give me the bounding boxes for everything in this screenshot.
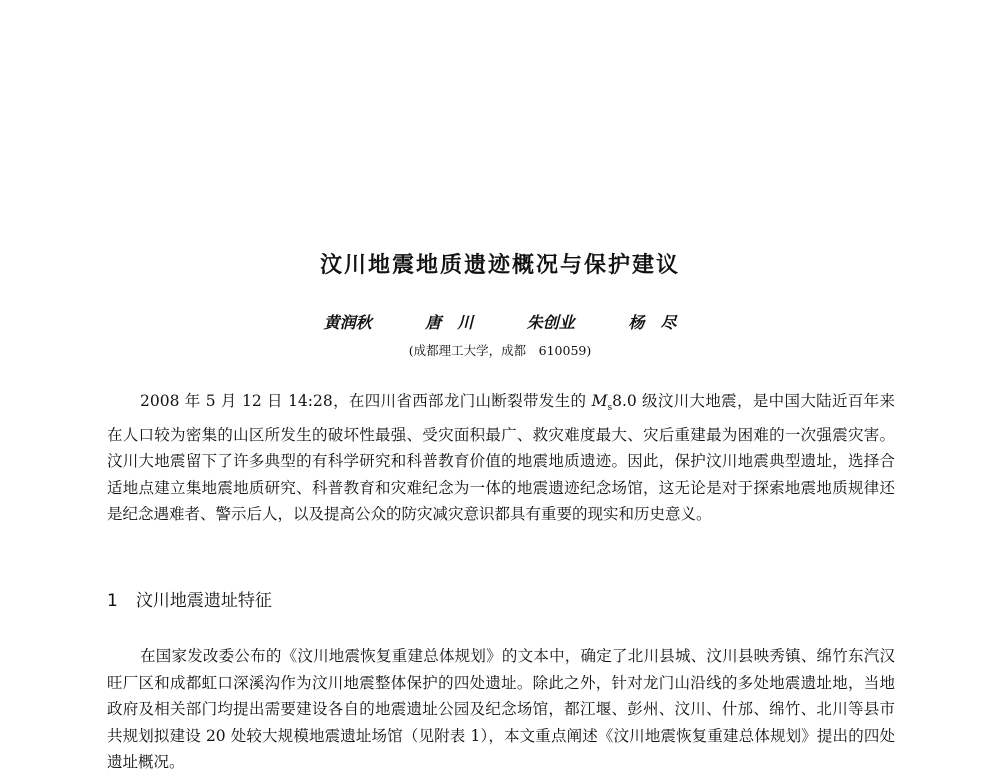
magnitude-symbol: M	[591, 392, 608, 410]
magnitude-subscript: s	[607, 403, 613, 414]
author-name: 朱创业	[526, 313, 575, 332]
intro-paragraph	[107, 388, 895, 528]
paper-title: 汶川地震地质遗迹概况与保护建议	[319, 253, 680, 278]
section-title: 汶川地震遗址特征	[135, 591, 272, 611]
intro-text-before: 2008 年 5 月 12 日 14:28，在四川省西部龙门山断裂带发生的	[140, 392, 592, 410]
author-list	[0, 310, 1000, 333]
author-name: 唐 川	[425, 313, 474, 332]
section-number: 1	[107, 591, 118, 611]
section-paragraph: 在国家发改委公布的《汶川地震恢复重建总体规划》的文本中，确定了北川县城、汶川县映秀镇、绵竹东汽汉旺厂区和成都虹口深溪沟作为汶川地震整体保护的四处遗址。除此之外，针对龙门山沿线的多处地震遗址地，当地政府及相关部门均提出需要建设各自的地震遗址公园及纪念场馆，都江堰、彭州、汶川、什邡、绵竹、北川等县市共规划拟建设 20 处较大规模地震遗址场馆（见附表 1），本文重点阐述《汶川地震恢复重建总体规划》提出的四处遗址概况。	[107, 647, 895, 771]
author-name: 黄润秋	[323, 313, 372, 332]
intro-text-after: 8.0 级汶川大地震，是中国大陆近百年来在人口较为密集的山区所发生的破坏性最强、受灾面积最广、救灾难度最大、灾后重建最为困难的一次强震灾害。汶川大地震留下了许多典型的有科学研究和科普教育价值的地震地质遗迹。因此，保护汶川地震典型遗址，选择合适地点建立集地震地质研究、科普教育和灾难纪念为一体的地震遗迹纪念场馆，这无论是对于探索地震地质规律还是纪念遇难者、警示后人，以及提高公众的防灾减灾意识都具有重要的现实和历史意义。	[107, 392, 895, 524]
section-heading	[107, 586, 272, 611]
author-affiliation: (成都理工大学，成都 610059)	[408, 343, 592, 358]
author-name: 杨 尽	[628, 313, 677, 332]
